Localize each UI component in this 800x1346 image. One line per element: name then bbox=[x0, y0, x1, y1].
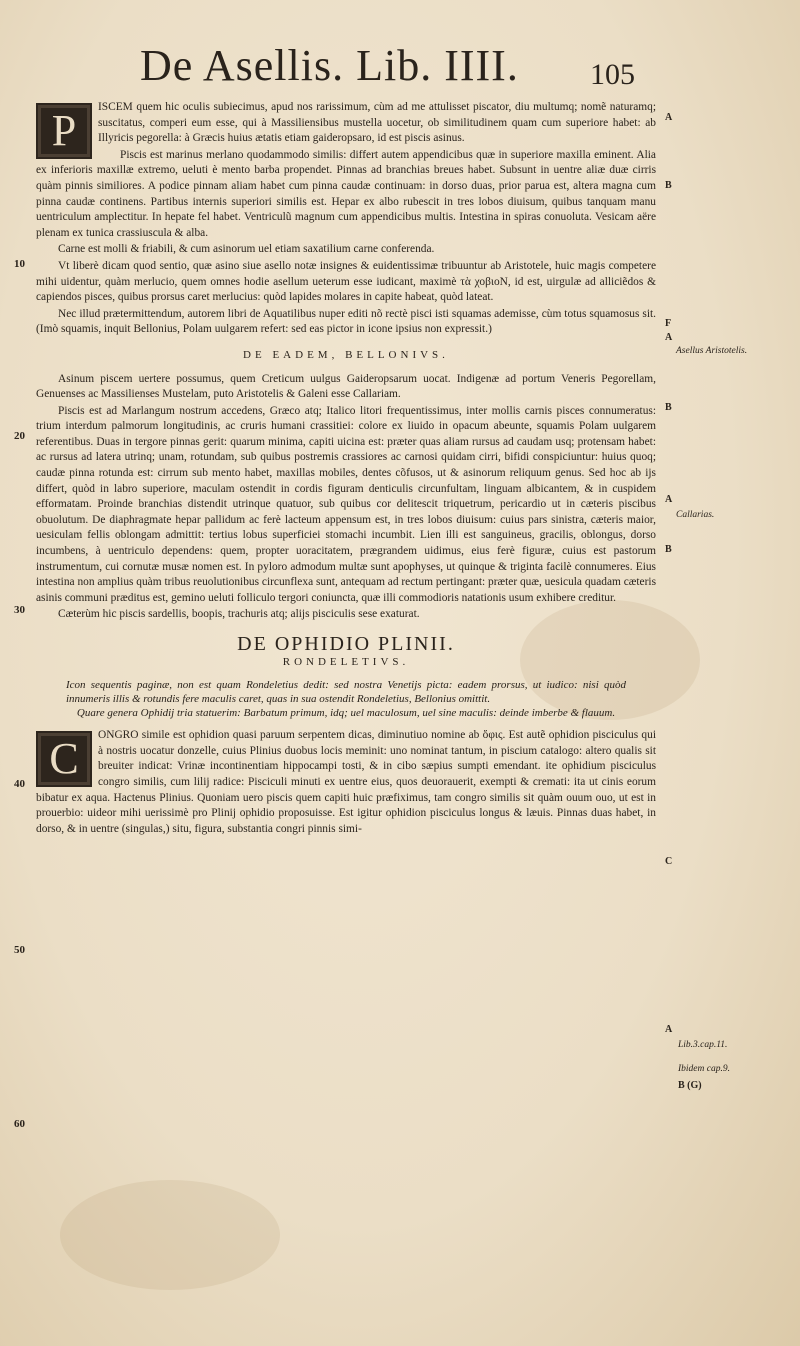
paragraph: Carne est molli & friabili, & cum asinorum uel etiam saxatilium carne conferenda. bbox=[58, 243, 435, 256]
margin-letter: A bbox=[665, 494, 673, 505]
margin-letter: B bbox=[665, 544, 672, 555]
paragraph: Piscis est ad Marlangum nostrum accedens, Græco atq; Italico litori frequentissimus, inter mollis carnis pisces connumeratus: trium interdum palmorum longitudinis, ac cruris humani crassitiei: colore ex liuido in opacum abeunte, squamis Polam uulgarem referentibus. Duas in tergore pinnas gerit: quarum minima, capiti uicina est: præter quas aliam rursus ad caudam usq; protensam habet: ac rursus ad latera utrinq; unam, rotundam, sub quibus postremis crassiores ac carnosi quidam cirri, bifidi conspiciuntur: huius quoq; caudæ pinna rotunda est: cirrum sub mento habet, maxillas mobiles, dentes cõfusos, ut & asinorum reliquum genus. Sed hoc ab ijs differt, quòd in labro superiore, maculam ostendit in cordis figuram denticulis circunfultam, linguam albicantem, & in cuspidem efformatam. Proinde branchias distendit utrinque quatuor, sub quibus cor delitescit triquetrum, pericardio ut in cæteris piscibus obuolutum. De diaphragmate hepar pallidum ac ferè lacteum appensum est, in tres lobos diuisum: cuius pars sinistra, cæteris maior, uesiculam fellis oblongam admittit: tertius lobus superficiei stomachi incumbit. Lien illi est sanguineus, gracilis, oblongus, dorso incumbens, à uentriculo dependens: quem, propter uoracitatem, prægrandem uidimus, eius ferè figuræ, cuius est pastorum instrumentum, cui cornutæ musæ nomen est. In pyloro admodum multæ sunt apophyses, ut quinque & triginta facilè connumeres. Eius intestina non amplius quàm tribus reuolutionibus circunflexa sunt, antequam ad rectum pertingant: præter quæ, uesicula quadam cæteris asinis communi præditus est, gemino ueluti folliculo tergori coniuncta, quæ illi commodioris natationis usum exhibere creditur. bbox=[36, 404, 657, 604]
paragraph: Vt liberè dicam quod sentio, quæ asino siue asello notæ insignes & euidentissimæ tribuuntur ab Aristotele, huic magis competere mihi uidentur, quàm merlucio, quem omnes hodie asellum ueterum esse iudicant, maximè τὰ χοβιοΝ, id est, uirgulæ ad alliciẽdos & capiendos pisces, quibus prorsus caret merlucius: quòd lapides molares in capite habeat, quòd lateat. bbox=[36, 259, 656, 304]
margin-note: Asellus Aristotelis. bbox=[676, 346, 748, 356]
line-number: 40 bbox=[14, 778, 25, 790]
paragraph bbox=[36, 100, 656, 155]
paragraph: Piscis est marinus merlano quodammodo similis: differt autem appendicibus quæ in superiore maxilla eminent. Alia ex inferioris maxillæ extremo, ueluti è mento barba propendet. Pinnas ad branchias breues habet. Subsunt in uentre aliæ duæ cirris quàm pinnis similiores. A podice pinnam aliam habet cum pinna caudæ continuam: in dorso duas, prior parua est, altera magna cum pinna caudæ continens. Partibus internis superiori similis est. Hepar ex albo rubescit in tres lobos diuisum, quibus tanquam manu uentriculum amplectitur. In hepate fel habet. Ventriculũ magnum cum appendicibus multis. Intestina in spiras conuoluta. Vesicam aëre plenam ex tunica crassiuscula & alba. bbox=[36, 148, 656, 239]
margin-letter: B bbox=[665, 402, 672, 413]
text-block bbox=[36, 100, 656, 838]
italic-note-text: Quare genera Ophidij tria statuerim: Barbatum primum, idq; uel maculosum, uel sine maculis: deinde imberbe & flauum. bbox=[76, 707, 616, 720]
line-number: 20 bbox=[14, 430, 25, 442]
margin-note: Callarias. bbox=[676, 510, 715, 520]
line-number: 60 bbox=[14, 1118, 25, 1130]
margin-letter: F bbox=[665, 318, 672, 329]
paragraph: Asinum piscem uertere possumus, quem Creticum uulgus Gaideropsarum uocat. Indigenæ ad portum Veneris Pegorellam, Genuenses ac Massilienses Mustelam, puto Aristotelis & Galeni esse Callariam. bbox=[36, 372, 656, 401]
paragraph: Cæterùm hic piscis sardellis, boopis, trachuris atq; alijs pisciculis sese exaturat. bbox=[58, 608, 420, 621]
section-title: DE OPHIDIO PLINII. bbox=[237, 633, 455, 655]
line-number: 30 bbox=[14, 604, 25, 616]
margin-letter: A bbox=[665, 112, 673, 123]
page-stain bbox=[60, 1180, 280, 1290]
page-number: 105 bbox=[590, 58, 635, 91]
running-head: De Asellis. Lib. IIII. bbox=[140, 41, 519, 90]
italic-note bbox=[66, 678, 626, 720]
margin-note: Lib.3.cap.11. bbox=[678, 1040, 728, 1050]
paragraph bbox=[36, 728, 656, 837]
margin-letter: A bbox=[665, 1024, 673, 1035]
margin-letter: B (G) bbox=[678, 1080, 702, 1091]
subheading: RONDELETIVS. bbox=[282, 655, 410, 668]
dropcap-initial: C bbox=[36, 731, 92, 787]
subheading: DE EADEM, BELLONIVS. bbox=[243, 348, 449, 361]
paragraph-text: ISCEM quem hic oculis subiecimus, apud nos rarissimum, cùm ad me attulisset piscator, diu multumq; nomẽ naturamq; suscitatus, comperi eum esse, qui à Massiliensibus mustella uocetur, ob similitudinem quam cum superiore habet: ab Illyricis pegorella: à Græcis huius ætatis etiam gaideropsaro, id est piscis asinus. bbox=[98, 101, 656, 145]
margin-note: Ibidem cap.9. bbox=[678, 1064, 730, 1074]
paragraph-text: ONGRO simile est ophidion quasi paruum serpentem dicas, diminutiuo nomine ab ὄφις. Est autẽ ophidion pisciculus qui à nostris uocatur donzelle, cuius Plinius duobus locis meminit: uno nominat tantum, in piscium catalogo: altero qualis sit breuiter indicat: Vrinæ incontinentiam hippocampi tosti, & in cibo sæpius sumpti emendant. ite ophidium pisciculus congro similis, cum lilij radice: Pisciculi minuti ex uentre eius, quos deuorauerit, exempti & cremati: ita ut cinis eorum bibatur ex aqua. Hactenus Plinius. Quoniam uero piscis quem capiti huic præfiximus, tam congro similis sit quàm ouum ouo, ut est in prouerbio: uideor mihi uerissimè pro Plinij ophidio proposuisse. Est igitur ophidion pisciculus longus & læuis. Pinnas duas habet, in dorso, & in uentre (singulas,) situ, figura, substantia congri pinnis simi- bbox=[36, 729, 656, 835]
margin-letter: B bbox=[665, 180, 672, 191]
dropcap-initial: P bbox=[36, 103, 92, 159]
italic-note-text: Icon sequentis paginæ, non est quam Rondeletius dedit: sed nostra Venetijs picta: eadem prorsus, ut iudico: nisi quòd innumeris illis & rotundis fere maculis caret, quas in sua ostendit Rondeletius, Bellonius omittit. bbox=[66, 679, 626, 706]
line-number: 50 bbox=[14, 944, 25, 956]
line-number: 10 bbox=[14, 258, 25, 270]
margin-letter: A bbox=[665, 332, 673, 343]
margin-letter: C bbox=[665, 856, 673, 867]
paragraph: Nec illud prætermittendum, autorem libri de Aquatilibus nuper editi nõ rectè pisci isti squamas ademisse, cùm totus squamosus sit. (Imò squamis, inquit Bellonius, Polam uulgarem refert: sed eas pictor in icone ipsius non expressit.) bbox=[36, 307, 656, 336]
